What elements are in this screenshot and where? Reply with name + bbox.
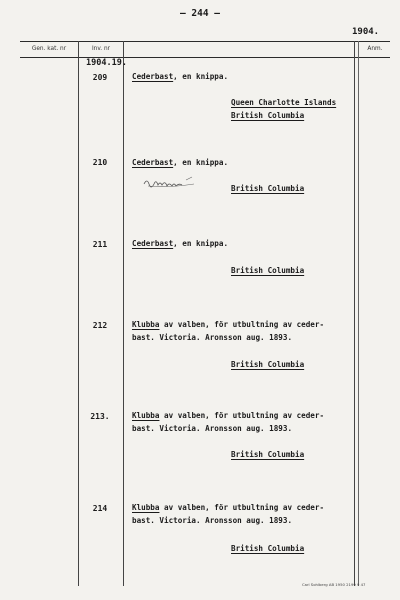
entry-number: 211 xyxy=(92,240,108,249)
entry-place-2: British Columbia xyxy=(231,360,305,369)
header-bottom-rule xyxy=(20,57,390,58)
entry-term: Klubba xyxy=(132,320,160,329)
entry-term: Cederbast xyxy=(132,158,174,167)
entry-number: 212 xyxy=(92,321,108,330)
entry-term: Klubba xyxy=(132,411,160,420)
entry-text: , en knippa. xyxy=(173,239,229,248)
printer-imprint: Carl Sohlberg AB 1950 2199 9 47 xyxy=(302,582,366,587)
entry-number: 214 xyxy=(92,504,108,513)
header-anm: Anm. xyxy=(367,46,383,52)
header-top-rule xyxy=(20,41,390,42)
page-year: 1904. xyxy=(352,27,380,37)
entry-text: av valben, för utbultning av ceder- xyxy=(159,320,325,329)
entry-term: Cederbast xyxy=(132,239,174,248)
entry-text: av valben, för utbultning av ceder- xyxy=(159,503,325,512)
entry-text-line-2: bast. Victoria. Aronsson aug. 1893. xyxy=(132,516,293,525)
entry-description xyxy=(132,156,352,169)
entry-place-2: British Columbia xyxy=(231,184,305,193)
entry-term: Cederbast xyxy=(132,72,174,81)
entry-description xyxy=(132,70,352,83)
entry-description xyxy=(132,318,352,344)
entry-place-1: Queen Charlotte Islands xyxy=(231,98,337,107)
entry-place-2: British Columbia xyxy=(231,450,305,459)
entry-term: Klubba xyxy=(132,503,160,512)
entry-text: , en knippa. xyxy=(173,72,229,81)
year-subheading: 1904.19. xyxy=(86,58,127,68)
page-number: — 244 — xyxy=(179,8,221,19)
entry-place-2: British Columbia xyxy=(231,266,305,275)
entry-text-line-2: bast. Victoria. Aronsson aug. 1893. xyxy=(132,333,293,342)
entry-text: av valben, för utbultning av ceder- xyxy=(159,411,325,420)
entry-description xyxy=(132,501,352,527)
entry-place-2: British Columbia xyxy=(231,111,305,120)
entry-text: , en knippa. xyxy=(173,158,229,167)
column-divider-inv xyxy=(123,41,124,586)
entry-place-2: British Columbia xyxy=(231,544,305,553)
entry-description xyxy=(132,237,352,250)
column-divider-anm-inner xyxy=(358,41,359,586)
pencil-scribble-icon xyxy=(142,174,200,190)
entry-number: 213. xyxy=(90,412,110,421)
entry-number: 210 xyxy=(92,158,108,167)
entry-description xyxy=(132,409,352,435)
entry-number: 209 xyxy=(92,73,108,82)
column-divider-anm xyxy=(354,41,355,586)
entry-text-line-2: bast. Victoria. Aronsson aug. 1893. xyxy=(132,424,293,433)
header-gen-kat-nr: Gen. kat. nr xyxy=(31,46,67,52)
header-inv-nr: Inv. nr xyxy=(91,46,111,52)
